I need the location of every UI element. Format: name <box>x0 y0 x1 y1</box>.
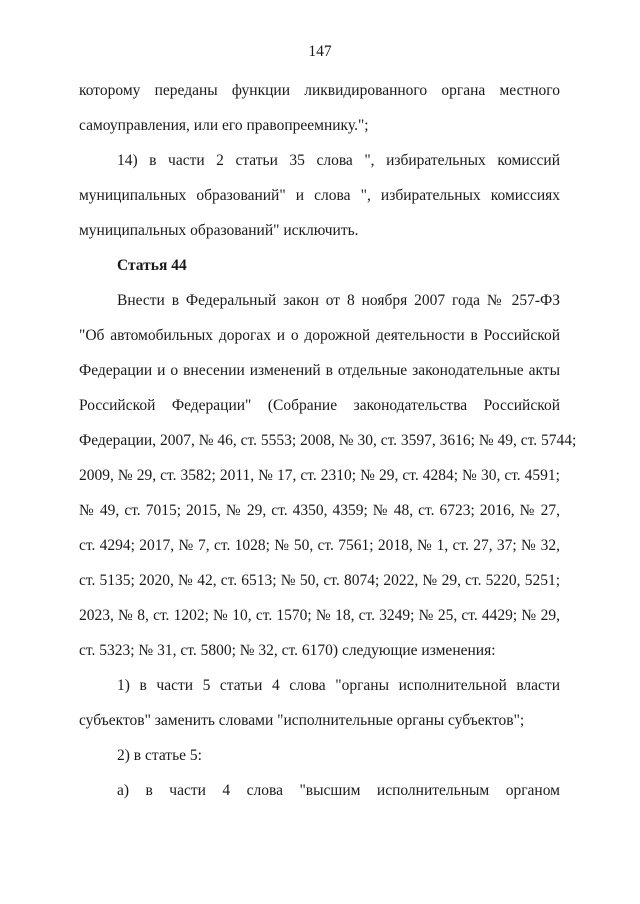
text-line: ст. 4294; 2017, № 7, ст. 1028; № 50, ст. 7561; 2018, № 1, ст. 27, 37; № 32, <box>79 537 560 554</box>
text-line: муниципальных образований" и слова ", избирательных комиссиях <box>79 187 560 204</box>
text-line: № 49, ст. 7015; 2015, № 29, ст. 4350, 4359; № 48, ст. 6723; 2016, № 27, <box>79 502 560 519</box>
text-line: а) в части 4 слова "высшим исполнительным органом <box>117 782 560 799</box>
text-line: ст. 5323; № 31, ст. 5800; № 32, ст. 6170) следующие изменения: <box>79 642 496 659</box>
text-line: Федерации и о внесении изменений в отдельные законодательные акты <box>79 362 560 379</box>
text-line: субъектов" заменить словами "исполнительные органы субъектов"; <box>79 712 525 729</box>
text-line: муниципальных образований" исключить. <box>79 222 359 239</box>
page-number: 147 <box>308 43 332 60</box>
text-line: ст. 5135; 2020, № 42, ст. 6513; № 50, ст. 8074; 2022, № 29, ст. 5220, 5251; <box>79 572 560 589</box>
text-line: 2023, № 8, ст. 1202; № 10, ст. 1570; № 18, ст. 3249; № 25, ст. 4429; № 29, <box>79 607 560 624</box>
text-line: 2) в статье 5: <box>117 747 202 764</box>
text-line: Внести в Федеральный закон от 8 ноября 2007 года № 257-ФЗ <box>117 292 560 309</box>
text-line: "Об автомобильных дорогах и о дорожной деятельности в Российской <box>79 327 560 344</box>
text-line: которому переданы функции ликвидированного органа местного <box>79 82 560 99</box>
article-heading: Статья 44 <box>117 257 187 274</box>
text-line: Федерации, 2007, № 46, ст. 5553; 2008, № 30, ст. 3597, 3616; № 49, ст. 5744; <box>79 432 577 449</box>
text-line: 14) в части 2 статьи 35 слова ", избирательных комиссий <box>117 152 560 169</box>
text-line: Российской Федерации" (Собрание законодательства Российской <box>79 397 560 414</box>
text-line: 1) в части 5 статьи 4 слова "органы исполнительной власти <box>117 677 560 694</box>
text-line: 2009, № 29, ст. 3582; 2011, № 17, ст. 2310; № 29, ст. 4284; № 30, ст. 4591; <box>79 467 560 484</box>
text-line: самоуправления, или его правопреемнику."; <box>79 117 369 134</box>
